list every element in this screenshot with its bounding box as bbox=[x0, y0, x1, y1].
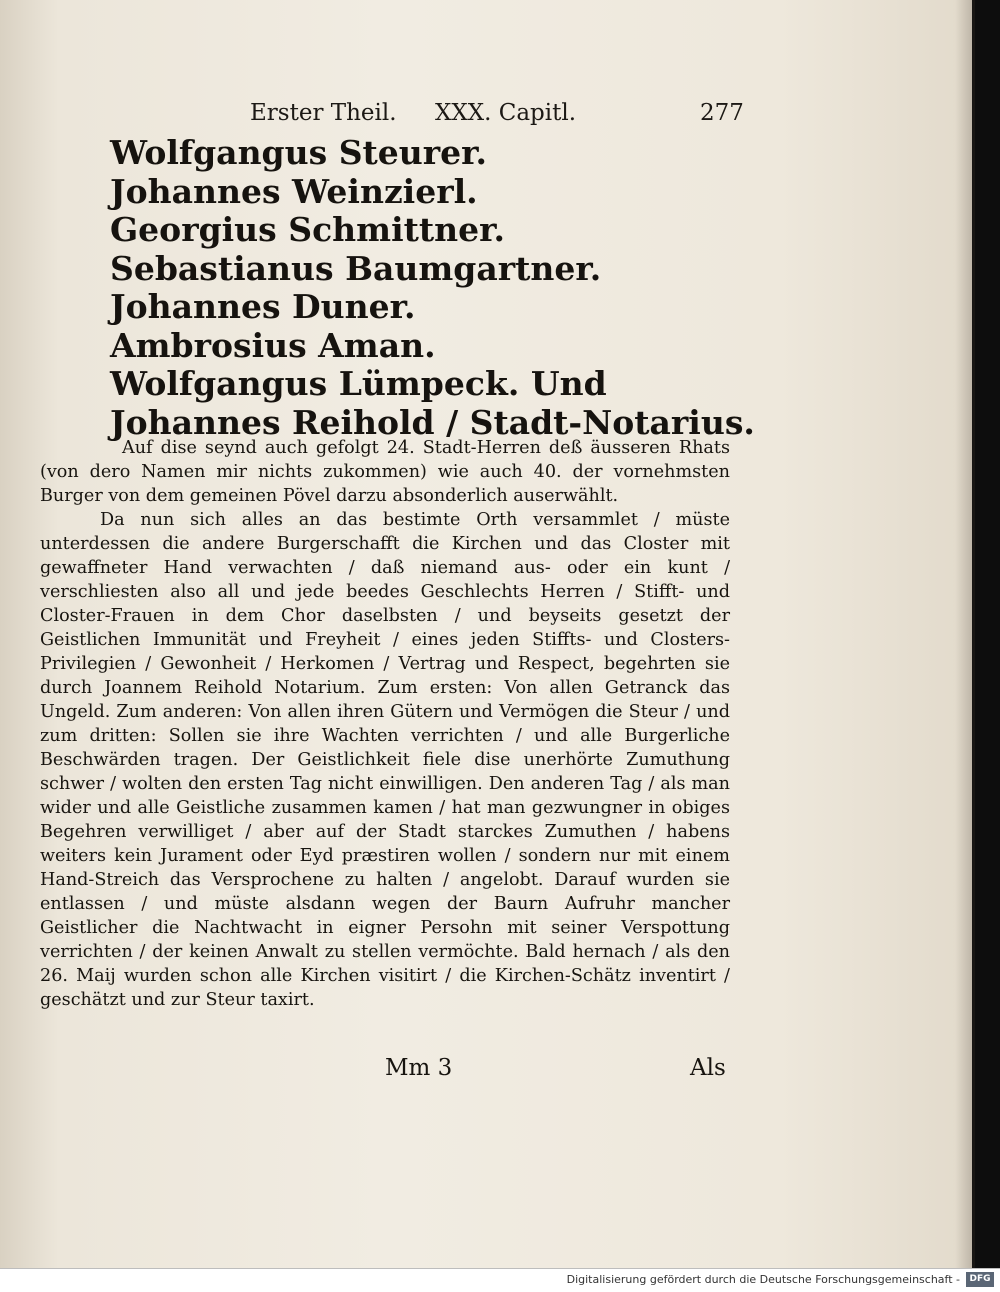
header-chapter: XXX. Capitl. bbox=[435, 100, 577, 126]
footer-credit: Digitalisierung gefördert durch die Deutsche Forschungsgemeinschaft - bbox=[566, 1273, 960, 1286]
name-line: Johannes Duner. bbox=[110, 287, 416, 326]
paragraph: Auf dise seynd auch gefolgt 24. Stadt-Herren deß äusseren Rhats (von dero Namen mir nichts zukommen) wie auch 40. der vornehmsten Burger von dem gemeinen Pövel darzu absonderlich auserwählt. bbox=[40, 438, 730, 506]
body-text bbox=[40, 436, 730, 1012]
page-edge-shadow bbox=[955, 0, 975, 1268]
paragraph: Da nun sich alles an das bestimte Orth versammlet / müste unterdessen die andere Burgerschafft die Kirchen und das Closter mit gewaffneter Hand verwachten / daß niemand aus- oder ein kunt / verschliesten also all und jede beedes Geschlechts Herren / Stifft- und Closter-Frauen in dem Chor daselbsten / und beyseits gesetzt der Geistlichen Immunität und Freyheit / eines jeden Stiffts- und Closters-Privilegien / Gewonheit / Herkomen / Vertrag und Respect, begehrten sie durch Joannem Reihold Notarium. Zum ersten: Von allen Getranck das Ungeld. Zum anderen: Von allen ihren Gütern und Vermögen die Steur / und zum dritten: Sollen sie ihre Wachten verrichten / und alle Burgerliche Beschwärden tragen. Der Geistlichkeit fiele dise unerhörte Zumuthung schwer / wolten den ersten Tag nicht einwilligen. Den anderen Tag / als man wider und alle Geistliche zusammen kamen / hat man gezwungner in obiges Begehren verwilliget / aber auf der Stadt starckes Zumuthen / habens weiters kein Jurament oder Eyd præstiren wollen / sondern nur mit einem Hand-Streich das Versprochene zu halten / angelobt. Darauf wurden sie entlassen / und müste alsdann wegen der Baurn Aufruhr mancher Geistlicher die Nachtwacht in eigner Persohn mit seiner Verspottung verrichten / der keinen Anwalt zu stellen vermöchte. Bald hernach / als den 26. Maij wurden schon alle Kirchen visitirt / die Kirchen-Schätz inventirt / geschätzt und zur Steur taxirt. bbox=[40, 510, 730, 1010]
name-line: Johannes Reihold / Stadt-Notarius. bbox=[110, 402, 755, 442]
dfg-logo: DFG bbox=[966, 1272, 994, 1287]
header-title: Erster Theil. bbox=[250, 100, 397, 126]
names-list bbox=[110, 133, 755, 442]
name-line: Johannes Weinzierl. bbox=[110, 171, 478, 211]
name-line: Wolfgangus Steurer. bbox=[110, 133, 487, 172]
footer-bar bbox=[0, 1268, 1000, 1292]
name-line: Ambrosius Aman. bbox=[110, 325, 436, 365]
catchword: Als bbox=[690, 1055, 726, 1081]
name-line: Georgius Schmittner. bbox=[110, 210, 505, 249]
signature-mark: Mm 3 bbox=[385, 1055, 453, 1081]
page-number: 277 bbox=[700, 100, 744, 126]
name-line: Sebastianus Baumgartner. bbox=[110, 248, 602, 288]
name-line: Wolfgangus Lümpeck. Und bbox=[110, 364, 607, 403]
